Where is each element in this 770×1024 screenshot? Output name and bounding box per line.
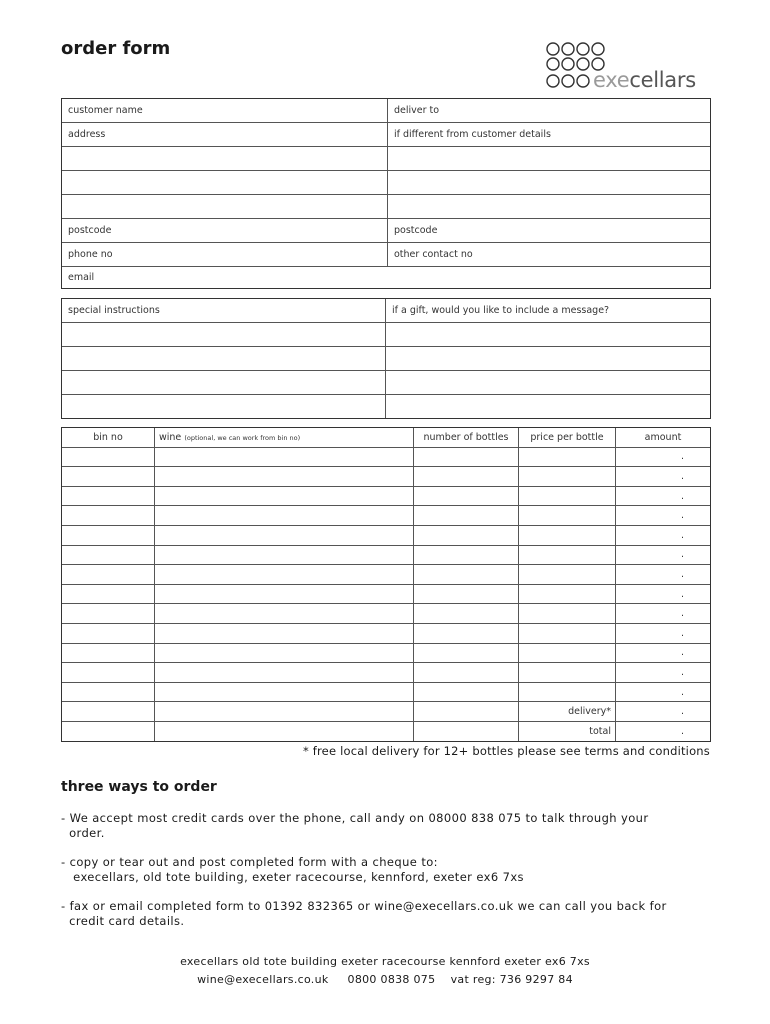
amount-field[interactable]: . bbox=[616, 584, 711, 604]
wine-field[interactable] bbox=[155, 467, 414, 487]
special-instructions-line[interactable] bbox=[62, 371, 386, 395]
wine-field[interactable] bbox=[155, 506, 414, 526]
footer-phone: 0800 0838 075 bbox=[347, 973, 436, 986]
wine-field[interactable] bbox=[155, 584, 414, 604]
amount-field[interactable]: . bbox=[616, 467, 711, 487]
bottles-field[interactable] bbox=[414, 663, 519, 683]
footer-email[interactable]: wine@execellars.co.uk bbox=[197, 973, 329, 986]
gift-message-line[interactable] bbox=[386, 347, 711, 371]
bottles-field[interactable] bbox=[414, 604, 519, 624]
order-method-post: - copy or tear out and post completed form with a cheque to: execellars, old tote building, exeter racecourse, kennford, exeter ex6 7xs bbox=[61, 855, 524, 884]
delivery-row bbox=[62, 702, 711, 722]
bottles-field[interactable] bbox=[414, 525, 519, 545]
delivery-address-line-field[interactable] bbox=[388, 195, 711, 219]
gift-message-field[interactable]: if a gift, would you like to include a message? bbox=[386, 299, 711, 323]
amount-field[interactable]: . bbox=[616, 643, 711, 663]
amount-field[interactable]: . bbox=[616, 663, 711, 683]
customer-name-field[interactable]: customer name bbox=[62, 99, 388, 123]
bin-no-field[interactable] bbox=[62, 623, 155, 643]
bin-no-field[interactable] bbox=[62, 663, 155, 683]
price-field[interactable] bbox=[519, 545, 616, 565]
price-field[interactable] bbox=[519, 643, 616, 663]
deliver-to-field[interactable]: deliver to bbox=[388, 99, 711, 123]
wine-field[interactable] bbox=[155, 545, 414, 565]
amount-field[interactable]: . bbox=[616, 486, 711, 506]
address-line-field[interactable] bbox=[62, 147, 388, 171]
delivery-address-field[interactable]: if different from customer details bbox=[388, 123, 711, 147]
bottles-field[interactable] bbox=[414, 486, 519, 506]
bin-no-field[interactable] bbox=[62, 545, 155, 565]
email-field[interactable]: email bbox=[62, 267, 711, 289]
order-row bbox=[62, 565, 711, 585]
other-contact-field[interactable]: other contact no bbox=[388, 243, 711, 267]
execellars-logo bbox=[546, 42, 712, 94]
order-row bbox=[62, 447, 711, 467]
special-instructions-line[interactable] bbox=[62, 347, 386, 371]
wine-field[interactable] bbox=[155, 623, 414, 643]
bin-no-field[interactable] bbox=[62, 525, 155, 545]
delivery-address-line-field[interactable] bbox=[388, 147, 711, 171]
wine-header-note: (optional, we can work from bin no) bbox=[184, 433, 301, 442]
order-table-header bbox=[62, 428, 711, 448]
bottles-field[interactable] bbox=[414, 467, 519, 487]
price-field[interactable] bbox=[519, 682, 616, 702]
order-row bbox=[62, 682, 711, 702]
amount-field[interactable]: . bbox=[616, 525, 711, 545]
wine-field[interactable] bbox=[155, 565, 414, 585]
price-field[interactable] bbox=[519, 623, 616, 643]
postcode-field[interactable]: postcode bbox=[62, 219, 388, 243]
price-field[interactable] bbox=[519, 486, 616, 506]
price-field[interactable] bbox=[519, 467, 616, 487]
price-field[interactable] bbox=[519, 604, 616, 624]
price-field[interactable] bbox=[519, 663, 616, 683]
order-table bbox=[61, 427, 711, 742]
footer-vat: vat reg: 736 9297 84 bbox=[450, 973, 573, 986]
amount-field[interactable]: . bbox=[616, 682, 711, 702]
bin-no-field[interactable] bbox=[62, 467, 155, 487]
total-label: total bbox=[519, 721, 616, 741]
gift-message-line[interactable] bbox=[386, 371, 711, 395]
price-field[interactable] bbox=[519, 584, 616, 604]
order-row bbox=[62, 486, 711, 506]
bin-no-header: bin no bbox=[62, 428, 155, 448]
special-instructions-line[interactable] bbox=[62, 395, 386, 419]
order-row bbox=[62, 663, 711, 683]
instructions-table bbox=[61, 298, 711, 419]
bin-no-field[interactable] bbox=[62, 447, 155, 467]
bin-no-field[interactable] bbox=[62, 486, 155, 506]
special-instructions-line[interactable] bbox=[62, 323, 386, 347]
order-row bbox=[62, 623, 711, 643]
customer-details-table bbox=[61, 98, 711, 289]
special-instructions-field[interactable]: special instructions bbox=[62, 299, 386, 323]
delivery-amount-field[interactable]: . bbox=[616, 702, 711, 722]
wine-header: wine (optional, we can work from bin no) bbox=[155, 428, 414, 448]
delivery-footnote: * free local delivery for 12+ bottles please see terms and conditions bbox=[302, 744, 710, 758]
delivery-label: delivery* bbox=[519, 702, 616, 722]
amount-field[interactable]: . bbox=[616, 506, 711, 526]
wine-field[interactable] bbox=[155, 486, 414, 506]
bottles-field[interactable] bbox=[414, 506, 519, 526]
order-row bbox=[62, 467, 711, 487]
bin-no-field[interactable] bbox=[62, 584, 155, 604]
order-row bbox=[62, 545, 711, 565]
bin-no-field[interactable] bbox=[62, 565, 155, 585]
order-method-phone: - We accept most credit cards over the phone, call andy on 08000 838 075 to talk through your order. bbox=[61, 811, 649, 840]
page-title: order form bbox=[61, 38, 171, 59]
order-row bbox=[62, 643, 711, 663]
amount-field[interactable]: . bbox=[616, 623, 711, 643]
bottles-header: number of bottles bbox=[414, 428, 519, 448]
wine-field[interactable] bbox=[155, 643, 414, 663]
bottles-field[interactable] bbox=[414, 584, 519, 604]
order-method-fax-email: - fax or email completed form to 01392 832365 or wine@execellars.co.uk we can call you back for credit card details. bbox=[61, 899, 667, 928]
bottles-field[interactable] bbox=[414, 565, 519, 585]
order-row bbox=[62, 584, 711, 604]
logo-wordmark: execellars bbox=[593, 68, 696, 92]
ways-heading: three ways to order bbox=[61, 779, 217, 795]
bottles-field[interactable] bbox=[414, 447, 519, 467]
bin-no-field[interactable] bbox=[62, 682, 155, 702]
wine-field[interactable] bbox=[155, 447, 414, 467]
bottles-field[interactable] bbox=[414, 643, 519, 663]
footer-contact bbox=[0, 973, 770, 986]
bin-no-field[interactable] bbox=[62, 643, 155, 663]
amount-field[interactable]: . bbox=[616, 447, 711, 467]
wine-field[interactable] bbox=[155, 663, 414, 683]
bin-no-field[interactable] bbox=[62, 604, 155, 624]
bin-no-field[interactable] bbox=[62, 506, 155, 526]
price-field[interactable] bbox=[519, 447, 616, 467]
gift-message-line[interactable] bbox=[386, 395, 711, 419]
address-field[interactable]: address bbox=[62, 123, 388, 147]
wine-field[interactable] bbox=[155, 525, 414, 545]
order-row bbox=[62, 506, 711, 526]
amount-field[interactable]: . bbox=[616, 565, 711, 585]
address-line-field[interactable] bbox=[62, 195, 388, 219]
bottles-field[interactable] bbox=[414, 545, 519, 565]
gift-message-line[interactable] bbox=[386, 323, 711, 347]
price-field[interactable] bbox=[519, 506, 616, 526]
delivery-postcode-field[interactable]: postcode bbox=[388, 219, 711, 243]
amount-field[interactable]: . bbox=[616, 545, 711, 565]
order-row bbox=[62, 525, 711, 545]
footer-address: execellars old tote building exeter racecourse kennford exeter ex6 7xs bbox=[180, 955, 590, 968]
amount-field[interactable]: . bbox=[616, 604, 711, 624]
wine-field[interactable] bbox=[155, 682, 414, 702]
price-header: price per bottle bbox=[519, 428, 616, 448]
total-row bbox=[62, 721, 711, 741]
bottles-field[interactable] bbox=[414, 682, 519, 702]
price-field[interactable] bbox=[519, 565, 616, 585]
order-row bbox=[62, 604, 711, 624]
amount-header: amount bbox=[616, 428, 711, 448]
delivery-address-line-field[interactable] bbox=[388, 171, 711, 195]
address-line-field[interactable] bbox=[62, 171, 388, 195]
price-field[interactable] bbox=[519, 525, 616, 545]
total-amount-field[interactable]: . bbox=[616, 721, 711, 741]
bottles-field[interactable] bbox=[414, 623, 519, 643]
phone-field[interactable]: phone no bbox=[62, 243, 388, 267]
wine-field[interactable] bbox=[155, 604, 414, 624]
